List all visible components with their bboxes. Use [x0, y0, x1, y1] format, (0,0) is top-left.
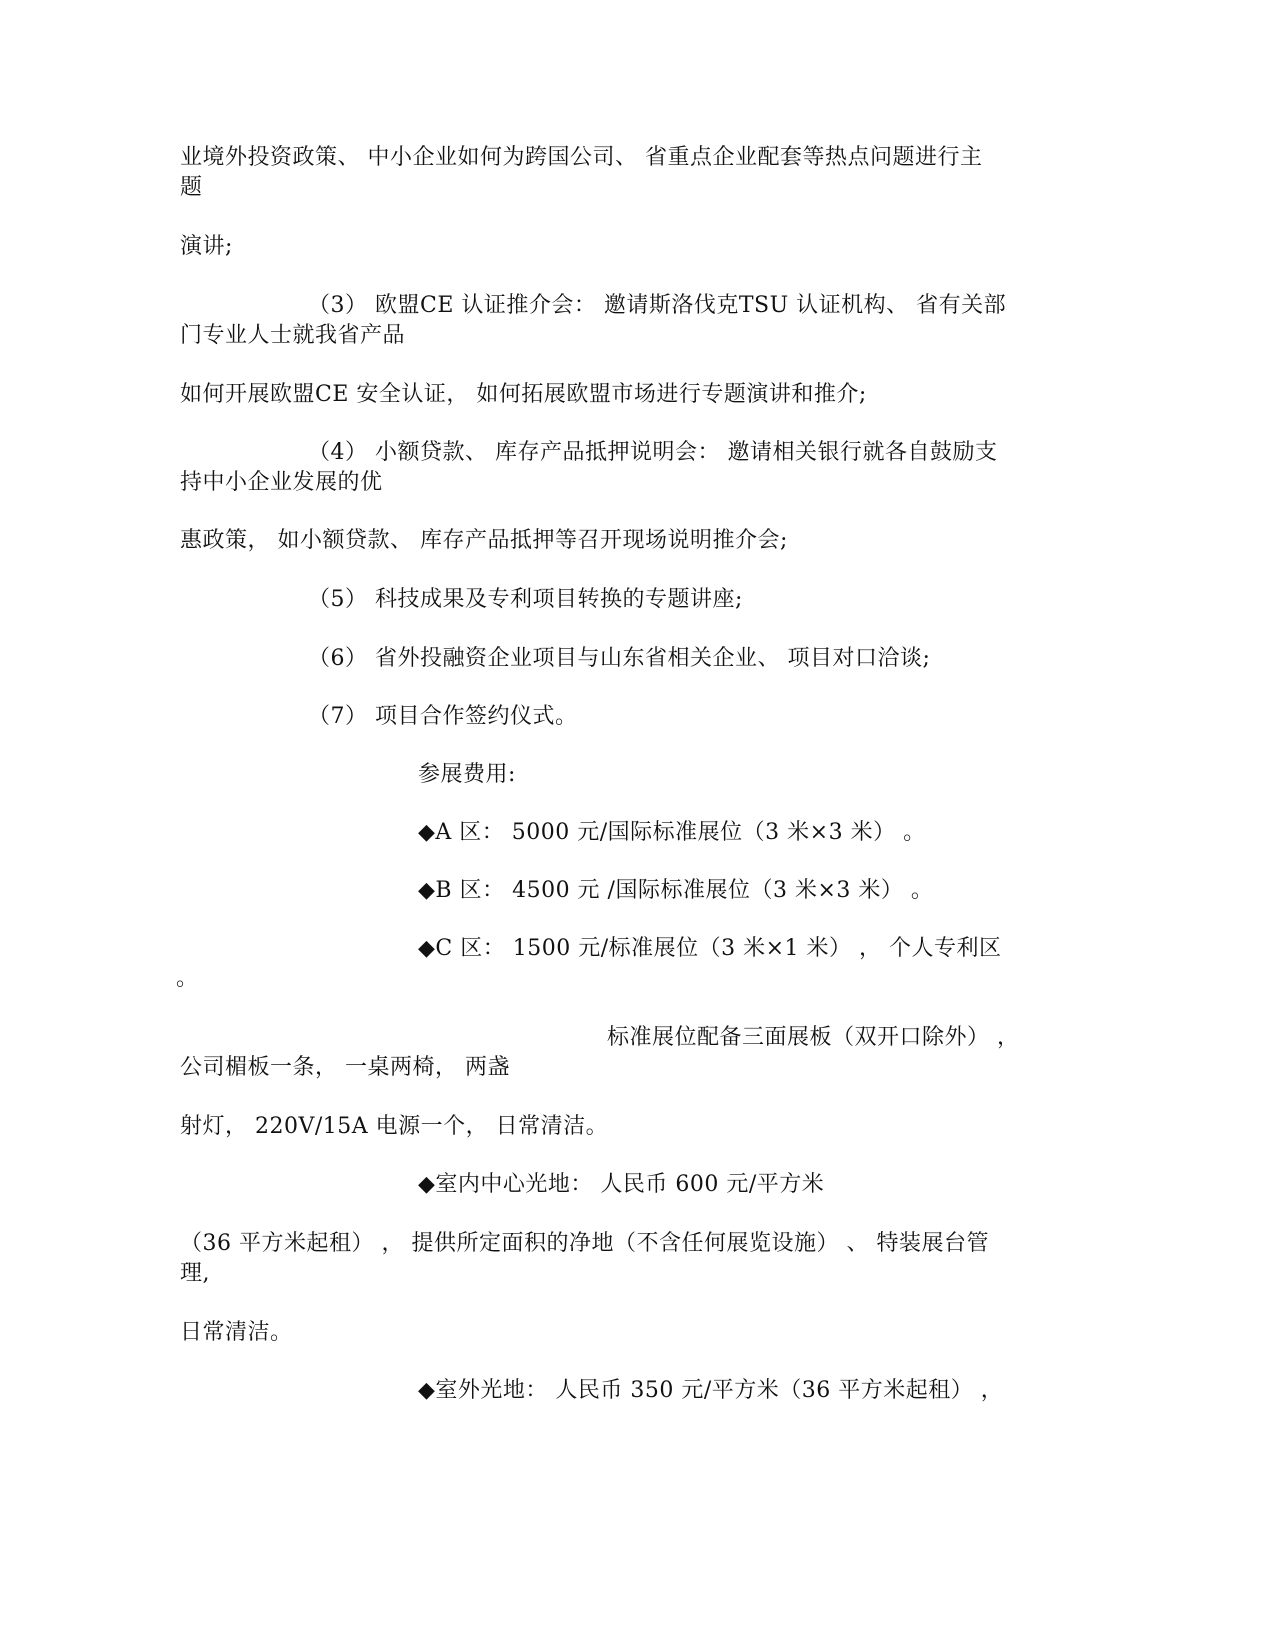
text-line: 射灯， 220V/15A 电源一个， 日常清洁。 — [180, 1114, 609, 1139]
text-line: 业境外投资政策、 中小企业如何为跨国公司、 省重点企业配套等热点问题进行主 — [180, 145, 983, 170]
text-line: ◆C 区： 1500 元/标准展位（3 米×1 米） ， 个人专利区 — [418, 936, 1002, 961]
text-line: 题 — [180, 175, 203, 200]
text-line: （5） 科技成果及专利项目转换的专题讲座; — [308, 587, 743, 612]
text-line: 公司楣板一条， 一桌两椅， 两盏 — [180, 1055, 510, 1080]
text-line: 参展费用: — [418, 762, 516, 787]
text-line: （6） 省外投融资企业项目与山东省相关企业、 项目对口洽谈; — [308, 646, 931, 671]
text-line: 。 — [176, 966, 199, 991]
text-line: ◆B 区： 4500 元 /国际标准展位（3 米×3 米） 。 — [418, 878, 934, 903]
text-line: 理, — [180, 1261, 210, 1286]
text-line: ◆A 区： 5000 元/国际标准展位（3 米×3 米） 。 — [418, 820, 926, 845]
text-line: （4） 小额贷款、 库存产品抵押说明会： 邀请相关银行就各自鼓励支 — [308, 440, 998, 465]
text-line: 日常清洁。 — [180, 1320, 293, 1345]
text-line: ◆室外光地： 人民币 350 元/平方米（36 平方米起租） ， — [418, 1378, 1004, 1403]
text-line: 门专业人士就我省产品 — [180, 323, 406, 348]
text-line: 如何开展欧盟CE 安全认证， 如何拓展欧盟市场进行专题演讲和推介; — [180, 382, 867, 407]
text-line: （3） 欧盟CE 认证推介会： 邀请斯洛伐克TSU 认证机构、 省有关部 — [308, 293, 1007, 318]
text-line: 持中小企业发展的优 — [180, 470, 383, 495]
text-line: （7） 项目合作签约仪式。 — [308, 704, 578, 729]
text-line: 惠政策， 如小额贷款、 库存产品抵押等召开现场说明推介会; — [180, 528, 788, 553]
text-line: 标准展位配备三面展板（双开口除外） ， — [607, 1025, 1020, 1050]
text-line: （36 平方米起租） ， 提供所定面积的净地（不含任何展览设施） 、 特装展台管 — [180, 1231, 989, 1256]
text-line: ◆室内中心光地： 人民币 600 元/平方米 — [418, 1172, 825, 1197]
text-line: 演讲; — [180, 234, 233, 259]
